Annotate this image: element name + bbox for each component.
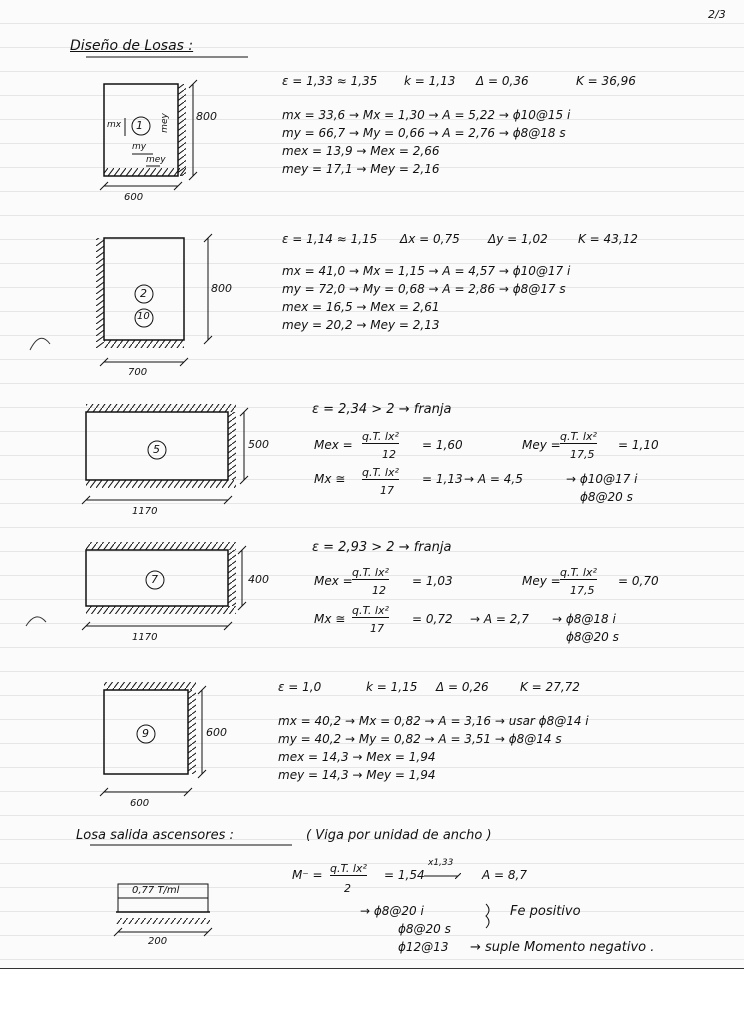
- slab-1-label-my: my: [132, 142, 147, 152]
- slab-5-hatch-top: [86, 404, 236, 412]
- slab-1-row-2: my = 66,7 → My = 0,66 → A = 2,76 → ϕ8@18 s: [282, 126, 566, 140]
- elevator-formula-left: M⁻ =: [292, 868, 323, 882]
- slab-9-row-3: mex = 14,3 → Mex = 1,94: [278, 750, 436, 764]
- slab-1-epsilon: ε = 1,33 ≈ 1,35: [282, 74, 378, 88]
- slab-2-dx: Δx = 0,75: [400, 232, 460, 246]
- slab-5-id: 5: [153, 443, 160, 456]
- slab-9-row-2: my = 40,2 → My = 0,82 → A = 3,51 → ϕ8@14 s: [278, 732, 562, 746]
- slab-7-sketch: [82, 542, 246, 630]
- slab-5-mx-num: q.T. lx²: [362, 466, 399, 479]
- page-number: 2/3: [708, 8, 726, 21]
- slab-9-epsilon: ε = 1,0: [278, 680, 322, 694]
- slab-7-header: ε = 2,93 > 2 → franja: [312, 540, 452, 555]
- slab-5-mex-den: 12: [382, 448, 396, 461]
- slab-9-hatch-top: [104, 682, 196, 690]
- slab-7-mex-den: 12: [372, 584, 386, 597]
- slab-9-dim-v-label: 600: [206, 726, 227, 739]
- slab-2-id: 2: [140, 287, 147, 300]
- slab-5-mey-den: 17,5: [570, 448, 595, 461]
- slab-1-row-4: mey = 17,1 → Mey = 2,16: [282, 162, 440, 176]
- slab-2-dim-h-label: 700: [128, 367, 148, 378]
- slab-5-mey-num: q.T. lx²: [560, 430, 597, 443]
- slab-2-id-alt: 10: [137, 311, 150, 322]
- slab-1-K: K = 36,96: [576, 74, 636, 88]
- slab-1-hatch-right: [178, 84, 186, 176]
- elevator-subtitle: ( Viga por unidad de ancho ): [306, 828, 492, 843]
- slab-1-sketch: [100, 80, 197, 190]
- slab-7-id: 7: [151, 573, 158, 586]
- brace: [486, 904, 489, 928]
- slab-1-row-3: mex = 13,9 → Mex = 2,66: [282, 144, 440, 158]
- slab-1-hatch-bottom: [104, 168, 186, 176]
- elevator-formula-num: q.T. lx²: [330, 862, 367, 875]
- slab-2-dim-v-label: 800: [211, 282, 232, 295]
- elevator-area: A = 8,7: [482, 868, 527, 882]
- slab-5-mex-num: q.T. lx²: [362, 430, 399, 443]
- slab-2-epsilon: ε = 1,14 ≈ 1,15: [282, 232, 378, 246]
- slab-5-rebar-2: ϕ8@20 s: [580, 490, 633, 504]
- slab-1-row-1: mx = 33,6 → Mx = 1,30 → A = 5,22 → ϕ10@15 i: [282, 108, 571, 122]
- slab-1-label-mx: mx: [107, 120, 122, 130]
- slab-9-row-1: mx = 40,2 → Mx = 0,82 → A = 3,16 → usar ϕ8@14 i: [278, 714, 589, 728]
- slab-7-mey-num: q.T. lx²: [560, 566, 597, 579]
- slab-7-mex-num: q.T. lx²: [352, 566, 389, 579]
- slab-7-mey-den: 17,5: [570, 584, 595, 597]
- slab-5-mx-res: = 1,13: [422, 472, 463, 486]
- slab-5-area: → A = 4,5: [464, 472, 523, 486]
- slab-9-id: 9: [142, 727, 149, 740]
- slab-1-label-mey: mey: [146, 155, 166, 165]
- slab-7-mey-label: Mey =: [522, 574, 561, 588]
- beam-support: [116, 918, 210, 924]
- slab-9-K: K = 27,72: [520, 680, 580, 694]
- slab-5-mey-res: = 1,10: [618, 438, 659, 452]
- slab-9-hatch-right: [188, 690, 196, 774]
- slab-2-row-3: mex = 16,5 → Mex = 2,61: [282, 300, 440, 314]
- slab-7-hatch-bottom: [86, 606, 236, 614]
- slab-1-dim-v-label: 800: [196, 110, 217, 123]
- slab-7-mx-num: q.T. lx²: [352, 604, 389, 617]
- slab-5-mex-res: = 1,60: [422, 438, 463, 452]
- slab-7-mx-label: Mx ≅: [314, 612, 346, 626]
- elevator-rebar-1: → ϕ8@20 i: [360, 904, 424, 918]
- elevator-formula-res: = 1,54: [384, 868, 425, 882]
- slab-9-row-4: mey = 14,3 → Mey = 1,94: [278, 768, 436, 782]
- slab-2-dy: Δy = 1,02: [488, 232, 548, 246]
- slab-7-rebar-2: ϕ8@20 s: [566, 630, 619, 644]
- elevator-title: Losa salida ascensores :: [76, 828, 234, 843]
- slab-2-row-4: mey = 20,2 → Mey = 2,13: [282, 318, 440, 332]
- slab-2-hatch-bottom: [104, 340, 184, 348]
- slab-7-mex-label: Mex =: [314, 574, 353, 588]
- slab-7-mex-res: = 1,03: [412, 574, 453, 588]
- slab-7-hatch-right: [228, 550, 236, 606]
- slab-7-dim-v-label: 400: [248, 573, 269, 586]
- slab-9-dim-h-label: 600: [130, 798, 150, 809]
- slab-2-hatch-left: [96, 238, 104, 348]
- slab-7-rebar-1: → ϕ8@18 i: [552, 612, 616, 626]
- slab-9-k: k = 1,15: [366, 680, 418, 694]
- slab-9-sketch: [100, 682, 206, 796]
- margin-mark: [30, 338, 50, 350]
- slab-7-mx-res: = 0,72: [412, 612, 453, 626]
- slab-5-header: ε = 2,34 > 2 → franja: [312, 402, 452, 417]
- elevator-note-1: Fe positivo: [510, 904, 581, 919]
- slab-1-dim-h-label: 600: [124, 192, 144, 203]
- slab-7-dim-h-label: 1170: [132, 632, 158, 643]
- elevator-note-2: → suple Momento negativo .: [470, 940, 655, 955]
- elevator-factor: x1,33: [428, 858, 454, 868]
- slab-2-row-2: my = 72,0 → My = 0,68 → A = 2,86 → ϕ8@17 s: [282, 282, 566, 296]
- slab-5-sketch: [82, 404, 248, 504]
- slab-5-hatch-bottom: [86, 480, 236, 488]
- elevator-load: 0,77 T/ml: [132, 885, 180, 896]
- slab-1-k: k = 1,13: [404, 74, 456, 88]
- slab-5-mx-den: 17: [380, 484, 394, 497]
- slab-5-mx-label: Mx ≅: [314, 472, 346, 486]
- slab-1-label-mex: mey: [159, 113, 170, 133]
- elevator-formula-den: 2: [344, 882, 351, 895]
- slab-2-K: K = 43,12: [578, 232, 638, 246]
- slab-7-mey-res: = 0,70: [618, 574, 659, 588]
- elevator-span: 200: [148, 936, 168, 947]
- slab-5-hatch-right: [228, 412, 236, 480]
- slab-5-dim-v-label: 500: [248, 438, 269, 451]
- slab-5-dim-h-label: 1170: [132, 506, 158, 517]
- slab-5-rebar-1: → ϕ10@17 i: [566, 472, 638, 486]
- slab-5-mex-label: Mex =: [314, 438, 353, 452]
- slab-5-mey-label: Mey =: [522, 438, 561, 452]
- slab-7-area: → A = 2,7: [470, 612, 529, 626]
- elevator-rebar-2: ϕ8@20 s: [398, 922, 451, 936]
- slab-1-delta: Δ = 0,36: [476, 74, 529, 88]
- margin-mark-2: [26, 617, 46, 626]
- slab-1-id: 1: [136, 119, 143, 132]
- slab-2-row-1: mx = 41,0 → Mx = 1,15 → A = 4,57 → ϕ10@17 i: [282, 264, 571, 278]
- slab-2-sketch: [96, 234, 212, 366]
- page-title: Diseño de Losas :: [70, 38, 194, 54]
- slab-9-delta: Δ = 0,26: [436, 680, 489, 694]
- slab-7-mx-den: 17: [370, 622, 384, 635]
- elevator-rebar-3: ϕ12@13: [398, 940, 449, 954]
- slab-7-hatch-top: [86, 542, 236, 550]
